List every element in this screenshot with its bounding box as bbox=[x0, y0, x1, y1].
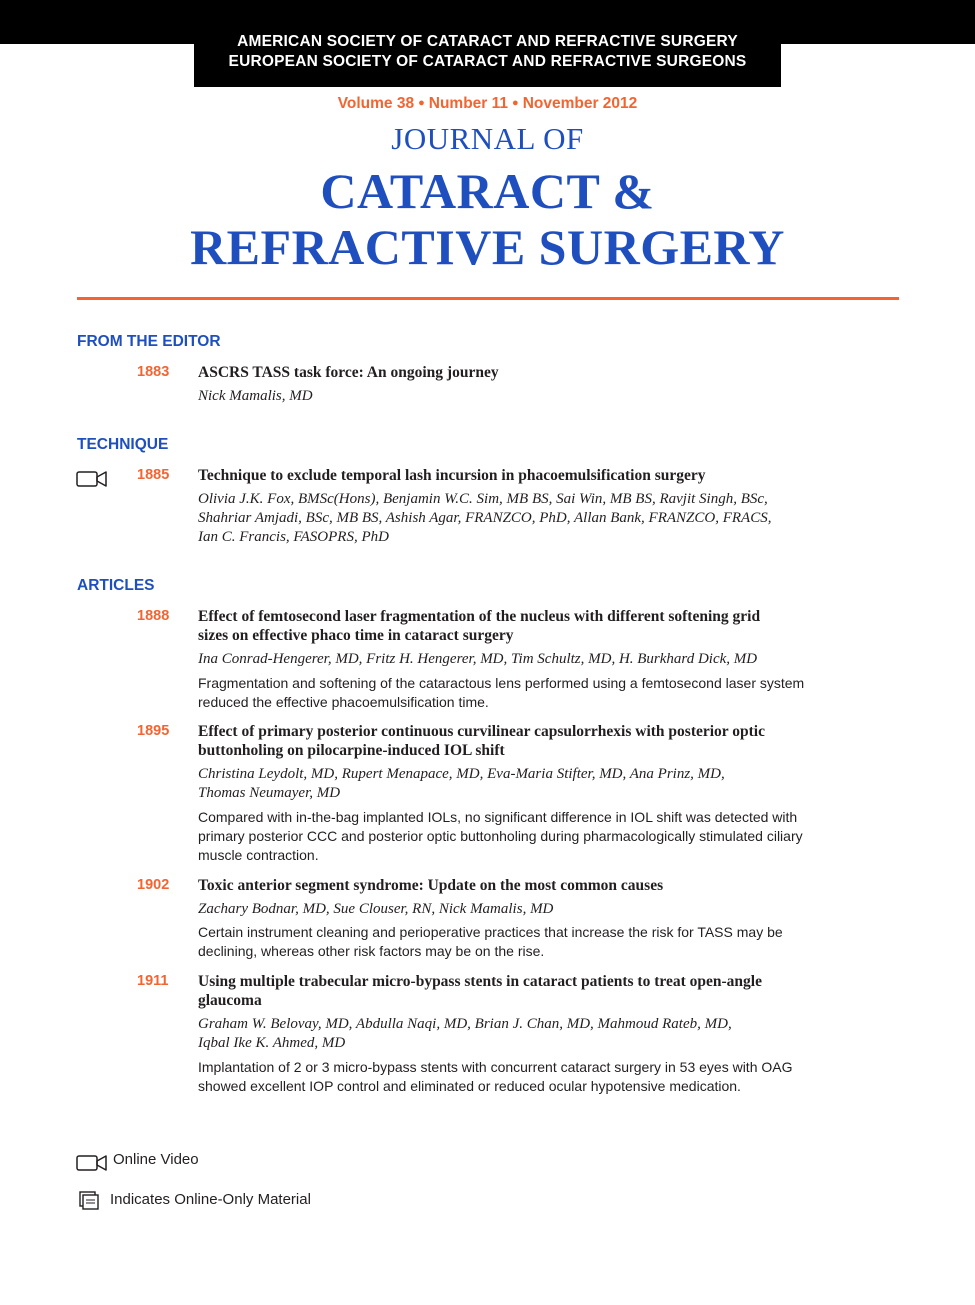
article-title[interactable] bbox=[198, 722, 838, 760]
legend-online-video: Online Video bbox=[113, 1151, 199, 1168]
author-line: Zachary Bodnar, MD, Sue Clouser, RN, Nick Mamalis, MD bbox=[198, 901, 554, 917]
society-line-1: AMERICAN SOCIETY OF CATARACT AND REFRACTIVE SURGERY bbox=[237, 33, 738, 50]
summary-line: reduced the effective phacoemulsification time. bbox=[198, 694, 489, 710]
author-line: Ina Conrad-Hengerer, MD, Fritz H. Hengerer, MD, Tim Schultz, MD, H. Burkhard Dick, MD bbox=[198, 651, 758, 667]
header-divider bbox=[77, 297, 899, 300]
author-line: Olivia J.K. Fox, BMSc(Hons), Benjamin W.C. Sim, MB BS, Sai Win, MB BS, Ravjit Singh, BSc, bbox=[198, 491, 768, 507]
article-authors bbox=[198, 490, 838, 547]
summary-line: showed excellent IOP control and eliminated or reduced ocular hypotensive medication. bbox=[198, 1078, 741, 1094]
article-summary bbox=[198, 1058, 828, 1096]
page-number: 1885 bbox=[137, 467, 170, 483]
issue-info bbox=[0, 95, 975, 113]
author-line: Thomas Neumayer, MD bbox=[198, 785, 341, 801]
issue-date: November 2012 bbox=[522, 95, 638, 112]
article-authors bbox=[198, 900, 838, 919]
article-authors bbox=[198, 765, 838, 803]
summary-line: Certain instrument cleaning and perioperative practices that increase the risk for TASS may be bbox=[198, 924, 783, 940]
article-title[interactable] bbox=[198, 876, 838, 895]
title-line: Effect of femtosecond laser fragmentation of the nucleus with different softening grid bbox=[198, 608, 761, 625]
article-title[interactable]: ASCRS TASS task force: An ongoing journey bbox=[198, 364, 499, 381]
article-authors bbox=[198, 1015, 838, 1053]
title-line: glaucoma bbox=[198, 992, 262, 1009]
article-authors: Nick Mamalis, MD bbox=[198, 388, 313, 404]
summary-line: primary posterior CCC and posterior optic buttonholing during pharmacologically stimulated ciliary bbox=[198, 828, 803, 844]
author-line: Graham W. Belovay, MD, Abdulla Naqi, MD, Brian J. Chan, MD, Mahmoud Rateb, MD, bbox=[198, 1016, 732, 1032]
journal-of: JOURNAL OF bbox=[391, 121, 584, 156]
author-line: Ian C. Francis, FASOPRS, PhD bbox=[198, 529, 389, 545]
article-title[interactable] bbox=[198, 607, 838, 645]
summary-line: Implantation of 2 or 3 micro-bypass stents with concurrent cataract surgery in 53 eyes with OAG bbox=[198, 1059, 793, 1075]
title-line: Effect of primary posterior continuous curvilinear capsulorrhexis with posterior optic bbox=[198, 723, 765, 740]
title-line: Toxic anterior segment syndrome: Update on the most common causes bbox=[198, 877, 664, 894]
author-line: Iqbal Ike K. Ahmed, MD bbox=[198, 1035, 346, 1051]
online-material-icon bbox=[78, 1191, 100, 1211]
page-number: 1883 bbox=[137, 364, 170, 380]
section-heading-technique: TECHNIQUE bbox=[77, 436, 169, 453]
summary-line: Fragmentation and softening of the cataractous lens performed using a femtosecond laser system bbox=[198, 675, 805, 691]
article-summary bbox=[198, 923, 828, 961]
page-number: 1902 bbox=[137, 877, 170, 893]
society-banner bbox=[194, 28, 781, 87]
summary-line: Compared with in-the-bag implanted IOLs, no significant difference in IOL shift was detected with bbox=[198, 809, 798, 825]
legend-online-only: Indicates Online-Only Material bbox=[110, 1191, 311, 1208]
article-title[interactable]: Technique to exclude temporal lash incursion in phacoemulsification surgery bbox=[198, 467, 706, 484]
author-line: Christina Leydolt, MD, Rupert Menapace, MD, Eva-Maria Stifter, MD, Ana Prinz, MD, bbox=[198, 766, 725, 782]
bullet-icon: ● bbox=[512, 97, 519, 109]
journal-title-line-2: REFRACTIVE SURGERY bbox=[190, 219, 785, 275]
number: Number 11 bbox=[428, 95, 509, 112]
title-line: buttonholing on pilocarpine-induced IOL shift bbox=[198, 742, 505, 759]
author-line: Shahriar Amjadi, BSc, MB BS, Ashish Agar, FRANZCO, PhD, Allan Bank, FRANZCO, FRACS, bbox=[198, 510, 772, 526]
article-authors bbox=[198, 650, 838, 669]
page-number: 1888 bbox=[137, 608, 170, 624]
volume: Volume 38 bbox=[337, 95, 415, 112]
page-number: 1911 bbox=[137, 973, 169, 989]
title-line: sizes on effective phaco time in cataract surgery bbox=[198, 627, 514, 644]
title-line: Using multiple trabecular micro-bypass stents in cataract patients to treat open-angle bbox=[198, 973, 762, 990]
society-line-2: EUROPEAN SOCIETY OF CATARACT AND REFRACTIVE SURGEONS bbox=[228, 53, 747, 70]
video-camera-icon bbox=[76, 469, 107, 489]
article-summary bbox=[198, 808, 828, 865]
summary-line: muscle contraction. bbox=[198, 847, 319, 863]
article-summary bbox=[198, 674, 828, 712]
section-heading-editor: FROM THE EDITOR bbox=[77, 333, 221, 350]
video-camera-icon bbox=[76, 1153, 107, 1173]
article-title[interactable] bbox=[198, 972, 838, 1010]
summary-line: declining, whereas other risk factors may be on the rise. bbox=[198, 943, 545, 959]
page-number: 1895 bbox=[137, 723, 170, 739]
bullet-icon: ● bbox=[418, 97, 425, 109]
section-heading-articles: ARTICLES bbox=[77, 577, 155, 594]
journal-title-line-1: CATARACT & bbox=[320, 163, 655, 219]
